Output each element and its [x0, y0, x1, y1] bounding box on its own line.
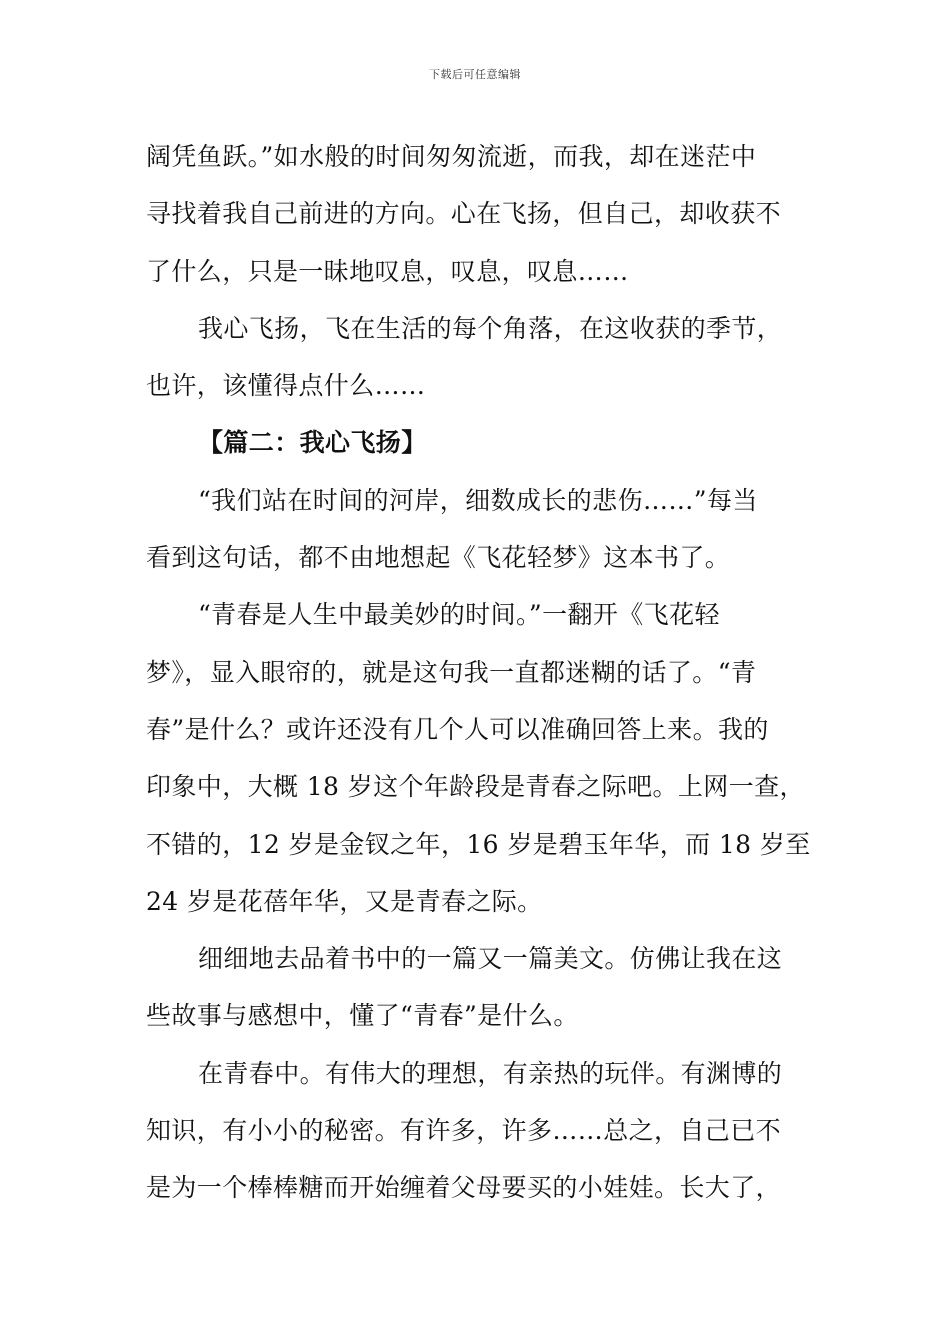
- page-header: 下载后可任意编辑: [429, 68, 521, 81]
- paragraph-first-line: “我们站在时间的河岸，细数成长的悲伤……”每当: [198, 485, 758, 515]
- text-line: 寻找着我自己前进的方向。心在飞扬，但自己，却收获不: [146, 199, 782, 229]
- text-line: 不错的，12 岁是金钗之年，16 岁是碧玉年华，而 18 岁至: [146, 829, 811, 859]
- paragraph-first-line: 细细地去品着书中的一篇又一篇美文。仿佛让我在这: [198, 944, 783, 974]
- text-line: 了什么，只是一昧地叹息，叹息，叹息……: [146, 256, 629, 286]
- paragraph-first-line: 在青春中。有伟大的理想，有亲热的玩伴。有渊博的: [198, 1058, 783, 1088]
- text-line: 阔凭鱼跃。”如水般的时间匆匆流逝，而我，却在迷茫中: [146, 142, 757, 171]
- text-line: 也许，该懂得点什么……: [146, 371, 426, 401]
- text-line: 24 岁是花蓓年华，又是青春之际。: [146, 886, 543, 916]
- section-heading: 【篇二：我心飞扬】: [198, 428, 427, 458]
- document-body: [146, 128, 811, 1217]
- paragraph-first-line: “青春是人生中最美妙的时间。”一翻开《飞花轻: [198, 600, 720, 630]
- paragraph-first-line: 我心飞扬，飞在生活的每个角落，在这收获的季节，: [198, 313, 783, 343]
- text-line: 知识，有小小的秘密。有许多，许多……总之，自己已不: [146, 1116, 782, 1146]
- text-line: 看到这句话，都不由地想起《飞花轻梦》这本书了。: [146, 543, 731, 573]
- text-line: 梦》，显入眼帘的，就是这句我一直都迷糊的话了。“青: [146, 657, 757, 687]
- text-line: 是为一个棒棒糖而开始缠着父母要买的小娃娃。长大了，: [146, 1173, 782, 1203]
- text-line: 印象中，大概 18 岁这个年龄段是青春之际吧。上网一查，: [146, 772, 805, 802]
- text-line: 春”是什么？或许还没有几个人可以准确回答上来。我的: [146, 714, 769, 744]
- text-line: 些故事与感想中，懂了“青春”是什么。: [146, 1001, 579, 1031]
